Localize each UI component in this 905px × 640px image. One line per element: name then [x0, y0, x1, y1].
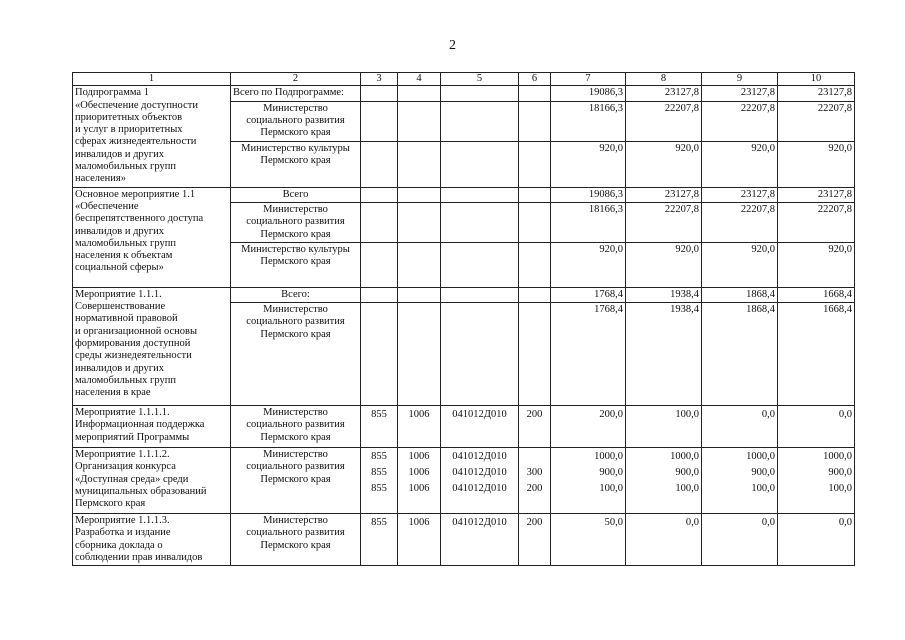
table-row	[73, 287, 855, 302]
value-col-8	[626, 406, 702, 448]
col-6	[519, 448, 551, 514]
row-name: Основное мероприятие 1.1 «Обеспечение беспрепятственного доступа инвалидов и других маломобильных групп населения к объектам социальной сферы»	[73, 187, 231, 287]
col-6-line: 200	[526, 517, 543, 529]
col-3-line: 855	[371, 483, 387, 495]
value-col-8: 23127,8	[626, 187, 702, 202]
column-header: 10	[778, 73, 855, 86]
col-5	[441, 242, 519, 287]
col-5	[441, 303, 519, 406]
table-row	[73, 514, 855, 566]
executor: Всего:	[231, 287, 361, 302]
value-col-7: 18166,3	[551, 101, 626, 141]
row-name: Мероприятие 1.1.1. Совершенствование нормативной правовой и организационной основы формирования доступной среды жизнедеятельности инвалидов и других маломобильных групп населения в крае	[73, 287, 231, 405]
col-3	[361, 406, 398, 448]
value-col-8-line: 100,0	[675, 409, 699, 421]
col-4-line: 1006	[408, 517, 430, 529]
value-col-8: 22207,8	[626, 101, 702, 141]
value-col-7: 920,0	[551, 242, 626, 287]
column-header: 5	[441, 73, 519, 86]
col-5-line: 041012Д010	[452, 517, 507, 529]
value-col-10-line: 0,0	[838, 517, 852, 529]
row-name: Мероприятие 1.1.1.2. Организация конкурса «Доступная среда» среди муниципальных образований Пермского края	[73, 448, 231, 514]
col-3-line: 855	[371, 517, 387, 529]
col-5	[441, 142, 519, 188]
col-5-line: 041012Д010	[452, 409, 507, 421]
column-header: 9	[702, 73, 778, 86]
value-col-8-line: 100,0	[675, 483, 699, 495]
value-col-7: 19086,3	[551, 187, 626, 202]
executor: Министерство социального развития Пермского края	[231, 514, 361, 566]
page-number: 2	[449, 38, 456, 53]
value-col-9	[702, 448, 778, 514]
col-4-line: 1006	[408, 483, 430, 495]
col-3	[361, 514, 398, 566]
col-6	[519, 101, 551, 141]
column-header: 3	[361, 73, 398, 86]
executor: Министерство культуры Пермского края	[231, 142, 361, 188]
col-6	[519, 406, 551, 448]
col-4	[398, 242, 441, 287]
value-col-10: 23127,8	[778, 187, 855, 202]
value-col-10-line: 100,0	[828, 483, 852, 495]
table-row	[73, 406, 855, 448]
value-col-10	[778, 514, 855, 566]
value-col-8: 1938,4	[626, 287, 702, 302]
value-col-9-line: 0,0	[761, 409, 775, 421]
column-header: 6	[519, 73, 551, 86]
column-header: 7	[551, 73, 626, 86]
col-4	[398, 101, 441, 141]
table-row	[73, 448, 855, 514]
col-4-line: 1006	[408, 409, 430, 421]
col-4	[398, 287, 441, 302]
executor: Министерство социального развития Пермского края	[231, 448, 361, 514]
col-6	[519, 202, 551, 242]
value-col-9: 920,0	[702, 242, 778, 287]
value-col-7-line: 1000,0	[594, 451, 623, 463]
column-header: 8	[626, 73, 702, 86]
col-5	[441, 86, 519, 101]
value-col-10: 920,0	[778, 242, 855, 287]
value-col-10: 22207,8	[778, 101, 855, 141]
value-col-9-line: 100,0	[751, 483, 775, 495]
header-row	[73, 73, 855, 86]
value-col-10	[778, 406, 855, 448]
col-3	[361, 287, 398, 302]
table-row	[73, 187, 855, 202]
col-6	[519, 187, 551, 202]
value-col-7	[551, 406, 626, 448]
col-6-line: 300	[526, 467, 543, 479]
executor: Министерство социального развития Пермского края	[231, 202, 361, 242]
value-col-8	[626, 448, 702, 514]
col-3	[361, 101, 398, 141]
executor: Министерство социального развития Пермского края	[231, 101, 361, 141]
col-4	[398, 303, 441, 406]
value-col-10: 23127,8	[778, 86, 855, 101]
col-6-line: 200	[526, 409, 543, 421]
value-col-9-line: 0,0	[761, 517, 775, 529]
value-col-9-line: 1000,0	[746, 451, 775, 463]
col-3	[361, 187, 398, 202]
value-col-10: 22207,8	[778, 202, 855, 242]
col-3	[361, 142, 398, 188]
value-col-7: 19086,3	[551, 86, 626, 101]
col-3-line: 855	[371, 451, 387, 463]
col-3	[361, 303, 398, 406]
value-col-9: 920,0	[702, 142, 778, 188]
value-col-9: 1868,4	[702, 303, 778, 406]
col-4	[398, 187, 441, 202]
value-col-9: 23127,8	[702, 86, 778, 101]
value-col-10-line: 900,0	[828, 467, 852, 479]
col-4	[398, 406, 441, 448]
col-6	[519, 242, 551, 287]
col-6	[519, 86, 551, 101]
col-5-line: 041012Д010	[452, 467, 507, 479]
value-col-10	[778, 448, 855, 514]
value-col-9: 23127,8	[702, 187, 778, 202]
value-col-7: 1768,4	[551, 303, 626, 406]
col-5	[441, 202, 519, 242]
row-name: Мероприятие 1.1.1.3. Разработка и издание сборника доклада о соблюдении прав инвалидов	[73, 514, 231, 566]
value-col-7	[551, 448, 626, 514]
col-3	[361, 202, 398, 242]
value-col-8: 22207,8	[626, 202, 702, 242]
col-5	[441, 287, 519, 302]
value-col-10-line: 0,0	[838, 409, 852, 421]
col-4-line: 1006	[408, 467, 430, 479]
col-6-line: 200	[526, 483, 543, 495]
col-5	[441, 514, 519, 566]
row-name: Подпрограмма 1 «Обеспечение доступности приоритетных объектов и услуг в приоритетных сферах жизнедеятельности инвалидов и других маломобильных групп населения»	[73, 86, 231, 187]
value-col-10: 920,0	[778, 142, 855, 188]
value-col-7: 1768,4	[551, 287, 626, 302]
col-6	[519, 287, 551, 302]
value-col-8: 920,0	[626, 242, 702, 287]
col-6	[519, 514, 551, 566]
value-col-7: 18166,3	[551, 202, 626, 242]
col-4	[398, 514, 441, 566]
value-col-9: 22207,8	[702, 101, 778, 141]
table-body	[73, 86, 855, 566]
col-4	[398, 86, 441, 101]
col-6	[519, 142, 551, 188]
executor: Министерство социального развития Пермского края	[231, 406, 361, 448]
value-col-10: 1668,4	[778, 287, 855, 302]
col-3-line: 855	[371, 467, 387, 479]
col-4	[398, 448, 441, 514]
value-col-9-line: 900,0	[751, 467, 775, 479]
executor: Всего	[231, 187, 361, 202]
value-col-8	[626, 514, 702, 566]
col-4	[398, 142, 441, 188]
executor: Всего по Подпрограмме:	[231, 86, 361, 101]
value-col-7: 920,0	[551, 142, 626, 188]
value-col-9: 1868,4	[702, 287, 778, 302]
value-col-7	[551, 514, 626, 566]
value-col-7-line: 100,0	[599, 483, 623, 495]
col-5-line: 041012Д010	[452, 483, 507, 495]
col-3	[361, 242, 398, 287]
value-col-10-line: 1000,0	[823, 451, 852, 463]
col-5	[441, 448, 519, 514]
value-col-8: 23127,8	[626, 86, 702, 101]
col-6-line	[521, 449, 548, 465]
value-col-9: 22207,8	[702, 202, 778, 242]
col-5-line: 041012Д010	[452, 451, 507, 463]
executor: Министерство социального развития Пермского края	[231, 303, 361, 406]
row-name: Мероприятие 1.1.1.1. Информационная поддержка мероприятий Программы	[73, 406, 231, 448]
value-col-8: 1938,4	[626, 303, 702, 406]
col-5	[441, 101, 519, 141]
value-col-8-line: 900,0	[675, 467, 699, 479]
column-header: 4	[398, 73, 441, 86]
executor: Министерство культуры Пермского края	[231, 242, 361, 287]
value-col-7-line: 900,0	[599, 467, 623, 479]
value-col-9	[702, 514, 778, 566]
col-3-line: 855	[371, 409, 387, 421]
col-3	[361, 86, 398, 101]
budget-table	[72, 72, 855, 566]
table-row	[73, 86, 855, 101]
value-col-10: 1668,4	[778, 303, 855, 406]
col-5	[441, 406, 519, 448]
value-col-7-line: 50,0	[604, 517, 623, 529]
col-4	[398, 202, 441, 242]
col-5	[441, 187, 519, 202]
col-6	[519, 303, 551, 406]
value-col-8: 920,0	[626, 142, 702, 188]
value-col-7-line: 200,0	[599, 409, 623, 421]
value-col-8-line: 0,0	[685, 517, 699, 529]
col-4-line: 1006	[408, 451, 430, 463]
value-col-9	[702, 406, 778, 448]
col-3	[361, 448, 398, 514]
column-header: 2	[231, 73, 361, 86]
value-col-8-line: 1000,0	[670, 451, 699, 463]
column-header: 1	[73, 73, 231, 86]
